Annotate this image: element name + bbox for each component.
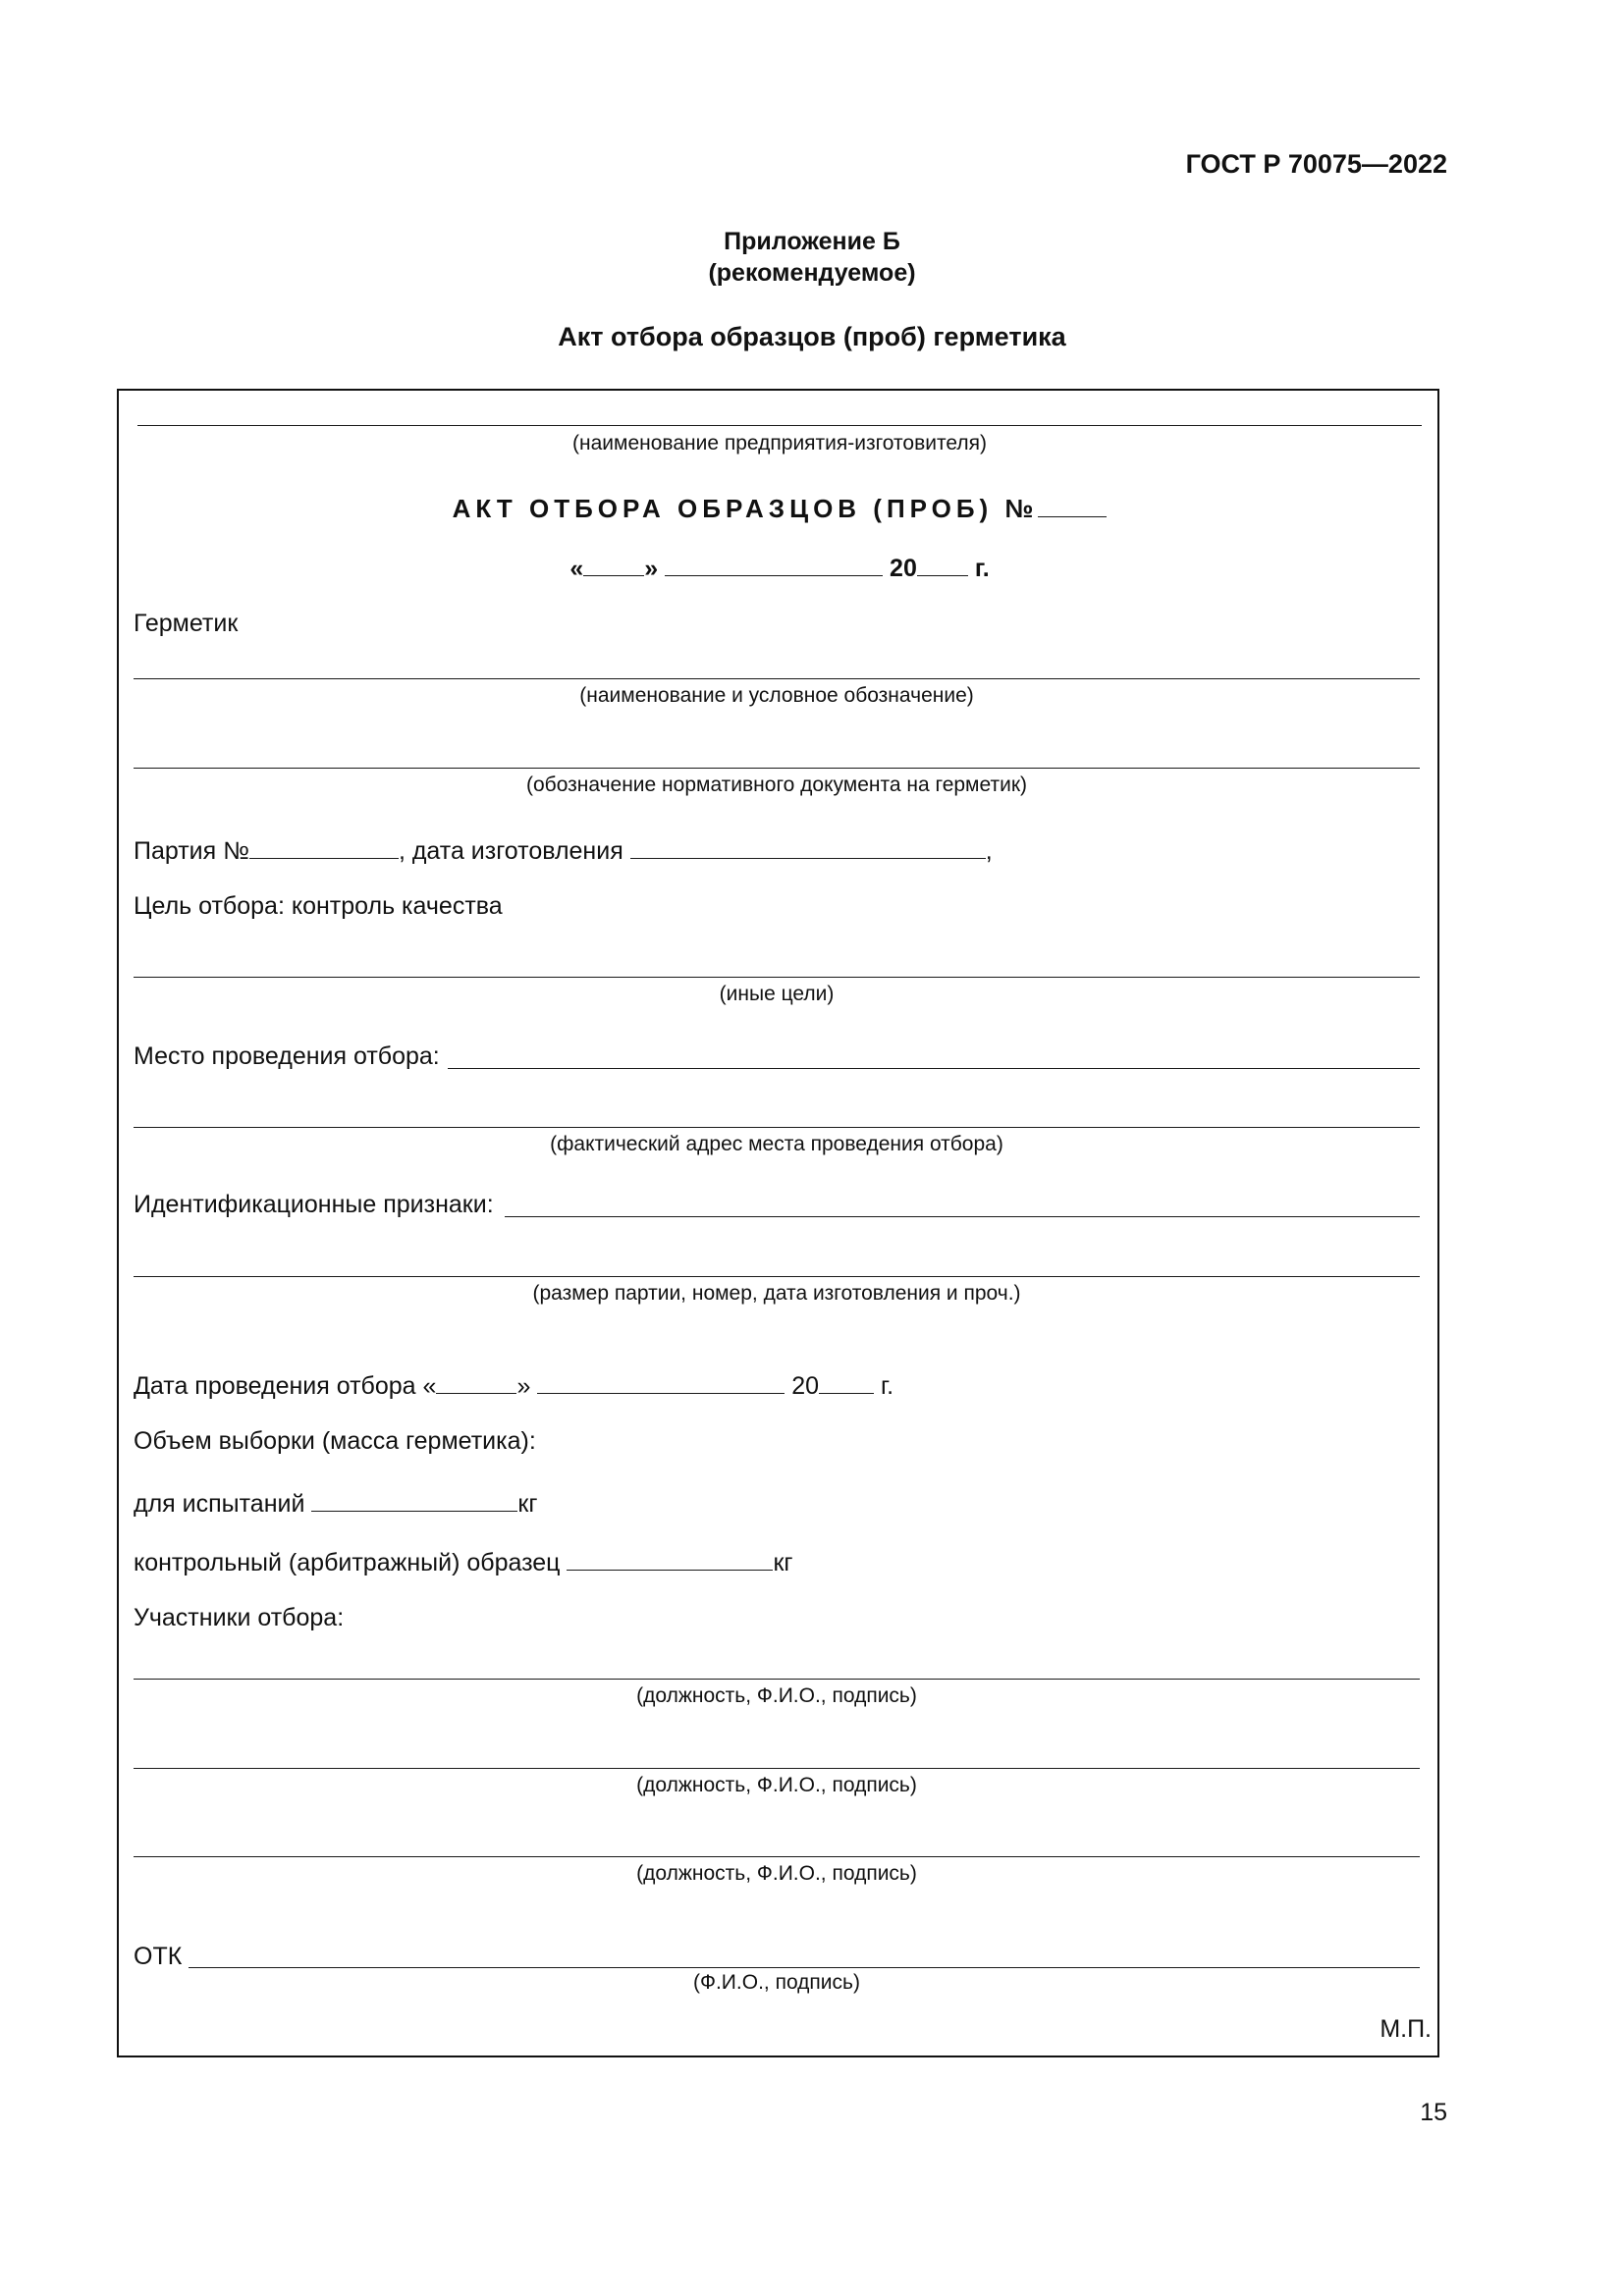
act-day-blank[interactable] <box>583 551 644 576</box>
sampling-year-blank[interactable] <box>819 1368 874 1394</box>
otk-line[interactable] <box>189 1967 1420 1968</box>
control-sample-label: контрольный (арбитражный) образец <box>134 1549 561 1576</box>
for-tests-label: для испытаний <box>134 1490 305 1518</box>
sampling-year-suffix: г. <box>881 1372 894 1400</box>
sampling-date-close: » <box>516 1372 531 1400</box>
batch-label: Партия № <box>134 837 249 865</box>
page-number: 15 <box>1420 2099 1447 2126</box>
other-purposes-caption: (иные цели) <box>719 983 835 1005</box>
place-label: Место проведения отбора: <box>134 1042 440 1070</box>
participant-1-caption: (должность, Ф.И.О., подпись) <box>636 1684 917 1707</box>
sampling-month-blank[interactable] <box>537 1368 785 1394</box>
control-sample-mass-blank[interactable] <box>567 1545 773 1571</box>
form-frame <box>117 389 1439 2057</box>
sealant-name-caption: (наименование и условное обозначение) <box>579 684 974 707</box>
sealant-doc-caption: (обозначение нормативного документа на герметик) <box>526 774 1027 796</box>
sample-volume-label: Объем выборки (масса герметика): <box>134 1427 536 1455</box>
address-caption: (фактический адрес места проведения отбора) <box>550 1133 1003 1155</box>
address-line[interactable] <box>134 1127 1420 1128</box>
otk-caption: (Ф.И.О., подпись) <box>693 1971 860 1994</box>
id-line[interactable] <box>505 1216 1420 1217</box>
sealant-doc-line[interactable] <box>134 768 1420 769</box>
sealant-label: Герметик <box>134 610 239 637</box>
manufacture-date-blank[interactable] <box>630 833 986 859</box>
act-date-close-quote: » <box>644 555 659 582</box>
purpose-label: Цель отбора: контроль качества <box>134 892 503 920</box>
participants-label: Участники отбора: <box>134 1604 345 1631</box>
otk-label: ОТК <box>134 1943 183 1970</box>
manufacture-date-label: , дата изготовления <box>398 837 623 865</box>
other-purposes-line[interactable] <box>134 977 1420 978</box>
for-tests-kg-unit: кг <box>517 1490 538 1518</box>
place-line[interactable] <box>448 1068 1420 1069</box>
participant-3-caption: (должность, Ф.И.О., подпись) <box>636 1862 917 1885</box>
act-year-prefix: 20 <box>890 555 917 582</box>
id-label: Идентификационные признаки: <box>134 1191 494 1218</box>
standard-code: ГОСТ Р 70075—2022 <box>1185 149 1447 179</box>
company-name-caption: (наименование предприятия-изготовителя) <box>572 432 987 454</box>
act-number-blank[interactable] <box>1038 491 1107 517</box>
for-tests-row <box>134 1486 537 1519</box>
appendix-heading: Акт отбора образцов (проб) герметика <box>558 322 1066 351</box>
act-title <box>137 491 1422 524</box>
act-date <box>137 551 1422 583</box>
participant-3-line[interactable] <box>134 1856 1420 1857</box>
sealant-name-line[interactable] <box>134 678 1420 679</box>
participant-2-caption: (должность, Ф.И.О., подпись) <box>636 1774 917 1796</box>
act-year-blank[interactable] <box>917 551 968 576</box>
id-detail-line[interactable] <box>134 1276 1420 1277</box>
act-month-blank[interactable] <box>665 551 883 576</box>
sampling-day-blank[interactable] <box>436 1368 516 1394</box>
act-title-text: АКТ ОТБОРА ОБРАЗЦОВ (ПРОБ) № <box>452 494 1039 523</box>
participant-2-line[interactable] <box>134 1768 1420 1769</box>
act-year-suffix: г. <box>974 555 990 582</box>
sampling-date-label: Дата проведения отбора « <box>134 1372 437 1400</box>
stamp-place: М.П. <box>1380 2015 1432 2043</box>
batch-row <box>134 833 993 866</box>
for-tests-mass-blank[interactable] <box>311 1486 517 1512</box>
appendix-note: (рекомендуемое) <box>708 259 916 287</box>
company-name-line[interactable] <box>137 425 1422 426</box>
id-caption: (размер партии, номер, дата изготовления и проч.) <box>532 1282 1021 1305</box>
batch-number-blank[interactable] <box>249 833 399 859</box>
appendix-title: Приложение Б <box>724 228 900 255</box>
participant-1-line[interactable] <box>134 1679 1420 1680</box>
act-date-open-quote: « <box>569 555 584 582</box>
batch-trailing-comma: , <box>985 837 993 865</box>
control-sample-row <box>134 1545 793 1577</box>
sampling-year-prefix: 20 <box>791 1372 820 1400</box>
sampling-date-row <box>134 1368 893 1401</box>
control-sample-kg-unit: кг <box>773 1549 793 1576</box>
